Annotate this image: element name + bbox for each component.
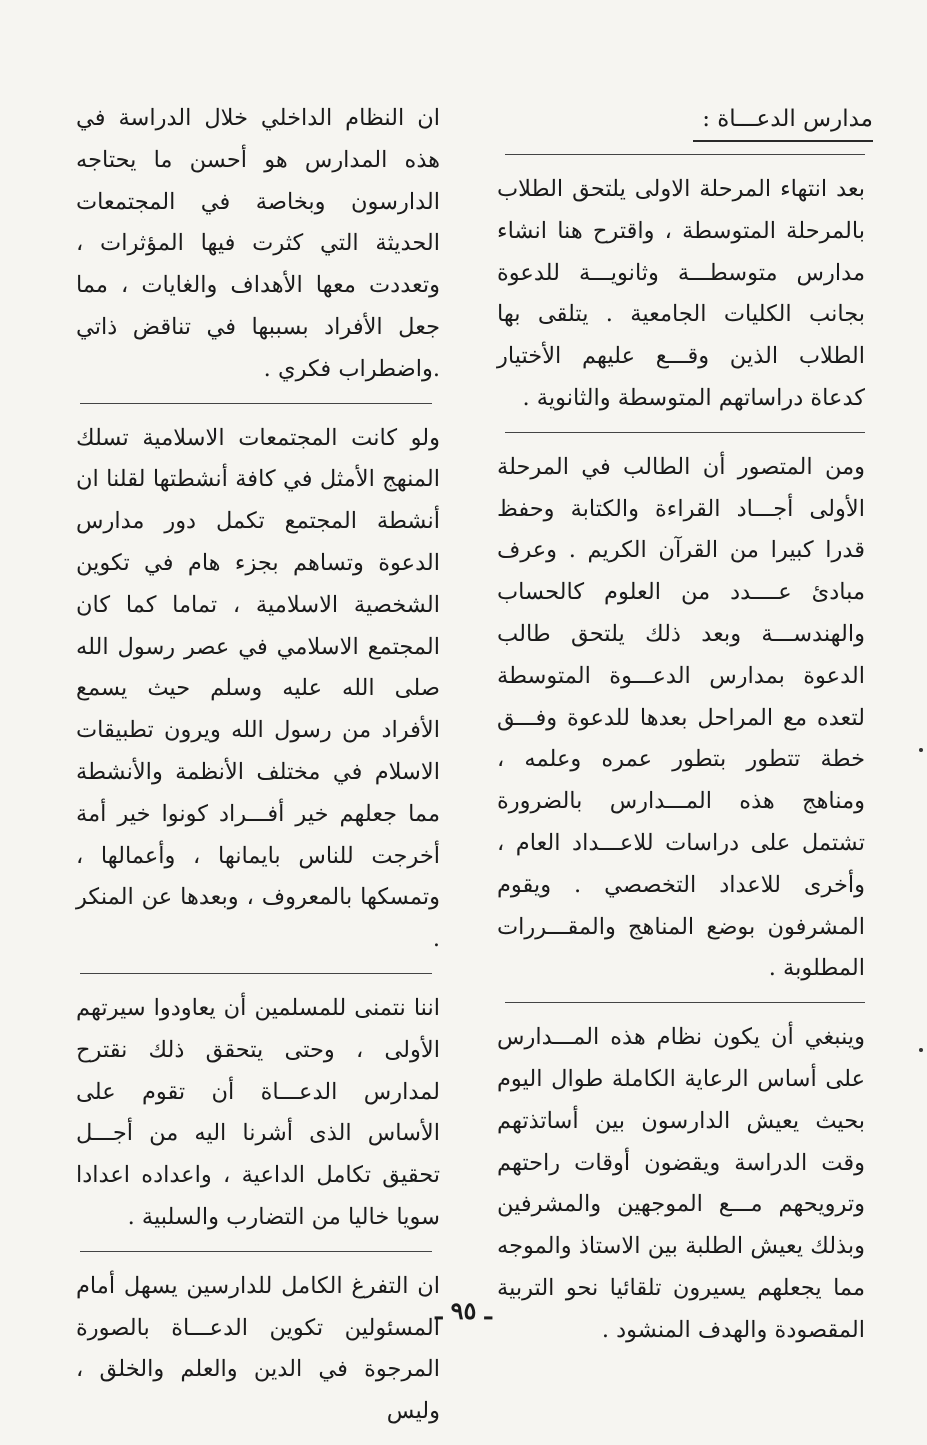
paragraph: [76, 98, 440, 391]
paragraph-text: اننا نتمنى للمسلمين أن يعاودوا سيرتهم الأولى ، وحتى يتحقق ذلك نقترح لمدارس الدعـــاة أن تقوم على الأساس الذى أشرنا اليه من أجـــل تحقيق تكامل الداعية ، واعداده اعدادا سويا خاليا من التضارب والسلبية .: [76, 994, 440, 1230]
paragraph-text: ان التفرغ الكامل للدارسين يسهل أمام المسئولين تكوين الدعـــاة بالصورة المرجوة في الدين والعلم والخلق ، وليس: [76, 1272, 440, 1425]
scan-speck: [919, 1048, 923, 1052]
scan-speck: [919, 748, 923, 752]
paragraph-text: وينبغي أن يكون نظام هذه المـــدارس على أساس الرعاية الكاملة طوال اليوم بحيث يعيش الدارسون بين أساتذتهم وقت الدراسة ويقضون أوقات راحتهم وترويحهم مـــع الموجهين والمشرفين وبذلك يعيش الطلبة بين الاستاذ والموجه مما يجعلهم يسيرون تلقائيا نحو التربية المقصودة والهدف المنشود .: [497, 1024, 865, 1343]
page-number: ـ ٩٥ ـ: [435, 1296, 492, 1325]
paragraph: [497, 169, 865, 420]
rule-divider: [505, 1002, 865, 1003]
paragraph-text: ولو كانت المجتمعات الاسلامية تسلك المنهج الأمثل في كافة أنشطتها لقلنا ان أنشطة المجتمع تكمل دور مدارس الدعوة وتساهم بجزء هام في تكوين الشخصية الاسلامية ، تماما كما كان المجتمع الاسلامي في عصر رسول الله صلى الله عليه وسلم حيث يسمع الأفراد من رسول الله ويرون تطبيقات الاسلام في مختلف الأنظمة والأنشطة مما جعلهم خير أفـــراد كونوا خير أمة أخرجت للناس بايمانها ، وأعمالها ، وتمسكها بالمعروف ، وبعدها عن المنكر .: [76, 424, 440, 953]
rule-divider: [80, 973, 432, 974]
paragraph: [76, 1266, 440, 1433]
left-column: [76, 98, 440, 1445]
paragraph-text: بعد انتهاء المرحلة الاولى يلتحق الطلاب بالمرحلة المتوسطة ، واقترح هنا انشاء مدارس متوسطـــة وثانويـــة للدعوة بجانب الكليات الجامعية . يتلقى بها الطلاب الذين وقـــع عليهم الأختيار كدعاة دراساتهم المتوسطة والثانوية .: [497, 176, 865, 411]
paragraph-text: ومن المتصور أن الطالب في المرحلة الأولى أجـــاد القراءة والكتابة وحفظ قدرا كبيرا من القرآن الكريم . وعرف مبادئ عــــدد من العلوم كالحساب والهندســـة وبعد ذلك يلتحق طالب الدعوة بمدارس الدعـــوة المتوسطة لتعده مع المراحل بعدها للدعوة وفـــق خطة تتطور بتطور عمره وعلمه ، ومناهج هذه المـــدارس بالضرورة تشتمل على دراسات للاعـــداد العام ، وأخرى للاعداد التخصصي . ويقوم المشرفون بوضع المناهج والمقـــررات المطلوبة .: [497, 453, 865, 982]
section-heading: مدارس الدعـــاة :: [693, 104, 873, 142]
paragraph-text: ان النظام الداخلي خلال الدراسة في هذه المدارس هو أحسن ما يحتاجه الدارسون وبخاصة في المجتمعات الحديثة التي كثرت فيها المؤثرات ، وتعددت معها الأهداف والغايات ، مما جعل الأفراد بسببها في تناقض ذاتي .واضطراب فكري .: [76, 105, 440, 382]
paragraph: [497, 447, 865, 990]
rule-divider: [80, 403, 432, 404]
rule-divider: [80, 1251, 432, 1252]
paragraph: [76, 418, 440, 961]
rule-divider: [505, 432, 865, 433]
rule-divider: [505, 154, 865, 155]
paragraph: [76, 988, 440, 1239]
right-column: [497, 104, 873, 1364]
